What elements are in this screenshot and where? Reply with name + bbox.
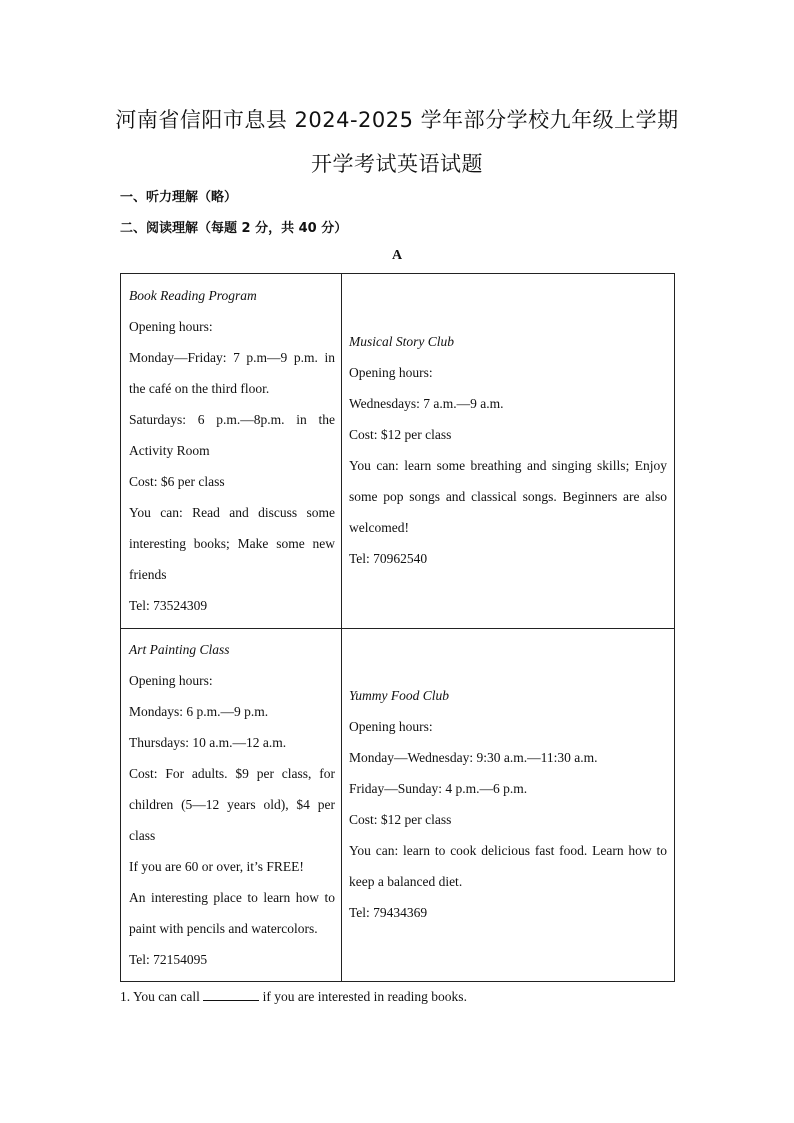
exam-title-line-1: 河南省信阳市息县 2024-2025 学年部分学校九年级上学期 <box>115 108 679 132</box>
question-text-after: if you are interested in reading books. <box>259 989 467 1004</box>
card-line: Wednesdays: 7 a.m.—9 a.m. <box>349 396 504 411</box>
card-line: Cost: $12 per class <box>349 812 452 827</box>
card-book-reading-program <box>129 280 335 621</box>
card-line: Opening hours: <box>349 365 433 380</box>
card-title: Book Reading Program <box>129 288 257 303</box>
card-line: Opening hours: <box>349 719 433 734</box>
card-title: Musical Story Club <box>349 334 454 349</box>
card-line: Mondays: 6 p.m.—9 p.m. <box>129 704 269 719</box>
answer-blank[interactable] <box>203 988 259 1001</box>
card-line: children (5—12 years old), $4 per <box>129 797 335 812</box>
card-phone: Tel: 79434369 <box>349 905 428 920</box>
card-line: friends <box>129 567 167 582</box>
card-line: Activity Room <box>129 443 210 458</box>
card-line: Thursdays: 10 a.m.—12 a.m. <box>129 735 287 750</box>
card-phone: Tel: 73524309 <box>129 598 208 613</box>
section-listening: 一、听力理解（略） <box>120 190 238 205</box>
card-line: You can: learn some breathing and singing skills; Enjoy <box>349 458 667 473</box>
card-line: Opening hours: <box>129 319 213 334</box>
card-line: some pop songs and classical songs. Beginners are also <box>349 489 667 504</box>
card-line: You can: Read and discuss some <box>129 505 335 520</box>
card-line: You can: learn to cook delicious fast food. Learn how to <box>349 843 667 858</box>
card-title: Art Painting Class <box>129 642 230 657</box>
card-line: class <box>129 828 156 843</box>
card-line: Saturdays: 6 p.m.—8p.m. in the <box>129 412 335 427</box>
card-line: If you are 60 or over, it’s FREE! <box>129 859 304 874</box>
card-line: Monday—Friday: 7 p.m—9 p.m. in <box>129 350 335 365</box>
card-line: Cost: For adults. $9 per class, for <box>129 766 335 781</box>
card-art-painting-class <box>129 634 335 975</box>
card-yummy-food-club <box>349 680 667 928</box>
table-divider-horizontal <box>121 628 674 629</box>
question-1 <box>120 988 467 1005</box>
club-info-table <box>120 273 675 982</box>
card-line: Cost: $12 per class <box>349 427 452 442</box>
card-phone: Tel: 70962540 <box>349 551 428 566</box>
card-line: Opening hours: <box>129 673 213 688</box>
section-reading: 二、阅读理解（每题 2 分，共 40 分） <box>120 221 348 236</box>
card-title: Yummy Food Club <box>349 688 450 703</box>
card-phone: Tel: 72154095 <box>129 952 208 967</box>
exam-title-line-2: 开学考试英语试题 <box>311 152 483 176</box>
part-a-label: A <box>391 248 403 263</box>
card-line: welcomed! <box>349 520 409 535</box>
card-line: Friday—Sunday: 4 p.m.—6 p.m. <box>349 781 528 796</box>
card-line: paint with pencils and watercolors. <box>129 921 318 936</box>
card-line: keep a balanced diet. <box>349 874 463 889</box>
card-line: Cost: $6 per class <box>129 474 225 489</box>
card-line: An interesting place to learn how to <box>129 890 335 905</box>
question-text-before: 1. You can call <box>120 989 204 1004</box>
card-line: Monday—Wednesday: 9:30 a.m.—11:30 a.m. <box>349 750 598 765</box>
card-line: interesting books; Make some new <box>129 536 335 551</box>
card-line: the café on the third floor. <box>129 381 270 396</box>
card-musical-story-club <box>349 326 667 574</box>
